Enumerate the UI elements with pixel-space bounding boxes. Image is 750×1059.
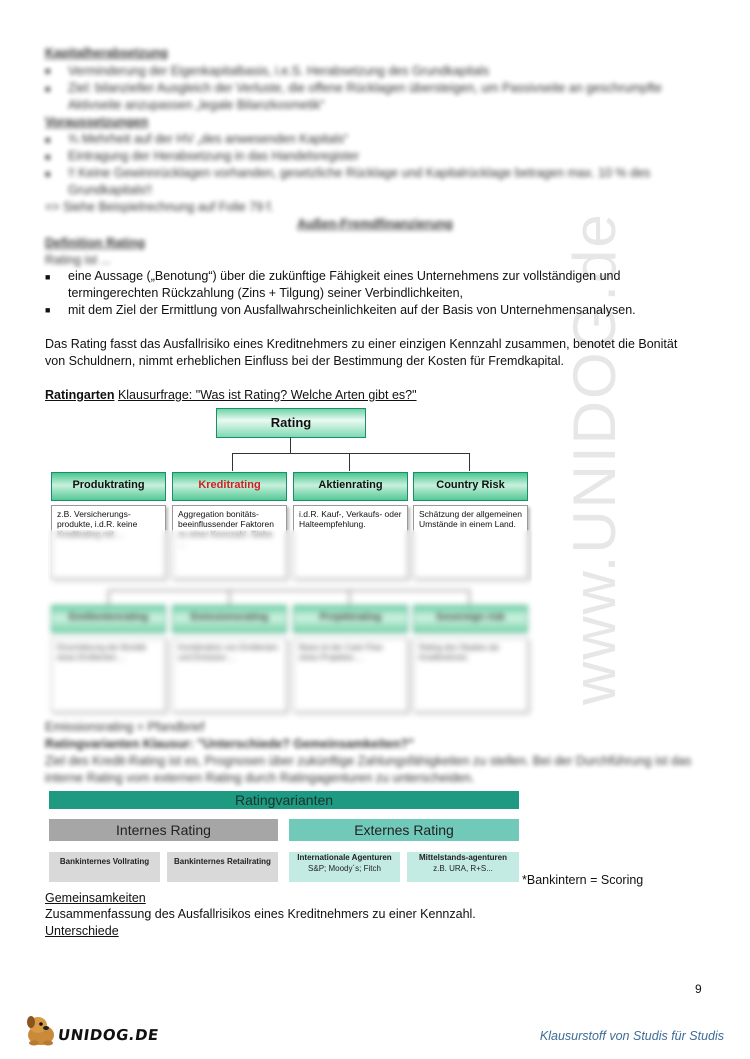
blur-line: Grundkapitals!! [68, 183, 153, 197]
connector-line [232, 453, 470, 454]
connector-line [229, 590, 230, 605]
definition-bullet-1-cont: termingerechten Rückzahlung (Zins + Tilgung) seiner Verbindlichkeiten, [68, 286, 464, 300]
connector-line [108, 590, 470, 591]
subcategory-desc-box [293, 638, 408, 712]
bullet-icon: ■ [45, 305, 51, 315]
variant-title: Bankinternes Retailrating [174, 857, 271, 866]
bullet-icon: ■ [45, 152, 51, 162]
footnote: *Bankintern = Scoring [522, 873, 644, 887]
variant-box [167, 852, 278, 882]
blur-line: interne Rating vom externen Rating durch Ratingagenturen zu unterscheiden. [45, 771, 475, 785]
subcategory-box [413, 605, 528, 633]
connector-line [349, 590, 350, 605]
connector-line [108, 590, 109, 605]
blur-line: Ziel: bilanzieller Ausgleich der Verluste, die offene Rücklagen übersteigen, um Passivseite an geschrumpfte [68, 81, 662, 95]
category-produktrating: Produktrating [51, 472, 166, 501]
ratingarten-question: Klausurfrage: "Was ist Rating? Welche Arten gibt es?" [117, 388, 417, 402]
blur-line: Aktivseite anzupassen „legale Bilanzkosmetik“ [68, 98, 325, 112]
category-desc: z.B. Versicherungs-produkte, i.d.R. keine Kreditrating mit ... [57, 509, 138, 539]
variant-title: Bankinternes Vollrating [59, 857, 150, 866]
definition-bullet-1: eine Aussage („Benotung“) über die zukünftige Fähigkeit eines Unternehmens zur vollständigen und [68, 269, 621, 283]
subcategory-desc: Rating des Staates als Kreditnehmer. [419, 643, 500, 662]
blur-line: Ratingvarianten Klausur: "Unterschiede? Gemeinsamkeiten?" [45, 737, 414, 751]
subcategory-box [51, 605, 166, 633]
connector-line [290, 437, 291, 454]
page-number: 9 [695, 982, 702, 996]
watermark: www.UNIDOG.de [561, 212, 628, 705]
logo-text: UNIDOG.DE [56, 1026, 160, 1044]
subcategory-desc-box [172, 638, 287, 712]
gemeinsamkeiten-text: Zusammenfassung des Ausfallrisikos eines Kreditnehmers zu einer Kennzahl. [45, 907, 476, 921]
bullet-icon: ■ [45, 66, 51, 76]
category-desc: Schätzung der allgemeinen Umstände in einem Land. [419, 509, 523, 529]
definition-bullet-2: mit dem Ziel der Ermittlung von Ausfallwahrscheinlichkeiten auf der Basis von Unternehmensanalysen. [68, 303, 636, 317]
ratingarten-label: Ratingarten [45, 388, 115, 402]
internal-rating-box: Internes Rating [49, 819, 278, 841]
subcategory-label: Sovereign risk [436, 612, 505, 623]
blur-line: !! Keine Gewinnrücklagen vorhanden, gesetzliche Rücklage und Kapitalrücklage betragen max. 10 % des [68, 166, 651, 180]
subcategory-label: Projektrating [319, 612, 382, 623]
variants-title: Ratingvarianten [49, 791, 519, 809]
connector-line [232, 453, 233, 471]
category-desc: i.d.R. Kauf-, Verkaufs- oder Halteempfehlung. [299, 509, 402, 529]
blur-line: Eintragung der Herabsetzung in das Handelsregister [68, 149, 360, 163]
heading-kapitalherabsetzung: Kapitalherabsetzung [45, 46, 168, 60]
category-kreditrating: Kreditrating [172, 472, 287, 501]
variant-title: Internationale Agenturen [297, 853, 392, 862]
category-aktienrating: Aktienrating [293, 472, 408, 501]
heading-definition-rating: Definition Rating [45, 236, 145, 250]
subcategory-desc-box [51, 638, 166, 712]
chart-root-box: Rating [216, 408, 366, 438]
blur-line: Emissionsrating = Pfandbrief [45, 720, 205, 734]
definition-paragraph: Das Rating fasst das Ausfallrisiko eines Kreditnehmers zu einer einzigen Kennzahl zusammen, benotet die Bonität [45, 337, 678, 351]
connector-line [349, 453, 350, 471]
blur-line: Verminderung der Eigenkapitalbasis, i.e.S. Herabsetzung des Grundkapitals [68, 64, 490, 78]
heading-voraussetzungen: Voraussetzungen [45, 115, 149, 129]
connector-line [469, 453, 470, 471]
dog-icon [22, 1013, 60, 1047]
connector-line [469, 590, 470, 605]
subcategory-desc: Kombination von Emittenten und Emission ... [178, 643, 279, 662]
subcategory-label: Emissionsrating [190, 612, 269, 623]
variant-box [49, 852, 160, 882]
center-title: Außen-Fremdfinanzierung [297, 217, 453, 231]
gemeinsamkeiten-heading: Gemeinsamkeiten [45, 891, 146, 905]
blur-line: ¾ Mehrheit auf der HV „des anwesenden Kapitals“ [68, 132, 349, 146]
bullet-icon: ■ [45, 84, 51, 94]
bullet-icon: ■ [45, 169, 51, 179]
blur-line: Ziel des Kredit-Rating ist es, Prognosen über zukünftige Zahlungsfähigkeiten zu stellen. Bei der Durchführung ist das [45, 754, 692, 768]
variant-box [289, 852, 400, 882]
variant-note: z.B. URA, R+S... [433, 864, 493, 873]
bullet-icon: ■ [45, 272, 51, 282]
external-rating-box: Externes Rating [289, 819, 519, 841]
bullet-icon: ■ [45, 135, 51, 145]
subcategory-box [172, 605, 287, 633]
definition-paragraph-cont: von Schuldnern, nimmt erheblichen Einfluss bei der Bestimmung der Kosten für Fremdkapital. [45, 354, 565, 368]
subcategory-label: Emittentenrating [68, 612, 149, 623]
blur-line: Rating ist ... [45, 253, 111, 267]
unterschiede-heading: Unterschiede [45, 924, 119, 938]
subcategory-desc: Basis ist der Cash Flow eines Projektes ... [299, 643, 383, 662]
footer-tagline: Klausurstoff von Studis für Studis [539, 1029, 724, 1043]
variant-note: S&P; Moody´s; Fitch [308, 864, 381, 873]
variant-box [407, 852, 519, 882]
category-country-risk: Country Risk [413, 472, 528, 501]
subcategory-desc: Einschätzung der Bonität eines Emittenten ... [57, 643, 146, 662]
blur-line: => Siehe Beispielrechnung auf Folie 79 f. [45, 200, 274, 214]
unidog-logo [22, 1013, 160, 1048]
variant-title: Mittelstands-agenturen [418, 853, 507, 862]
ratingarten-heading [45, 387, 417, 404]
category-desc: Aggregation bonitäts-beeinflussender Faktoren zu einer Kennzahl. Siehe ... [178, 509, 274, 549]
subcategory-box [293, 605, 408, 633]
subcategory-desc-box [413, 638, 528, 712]
